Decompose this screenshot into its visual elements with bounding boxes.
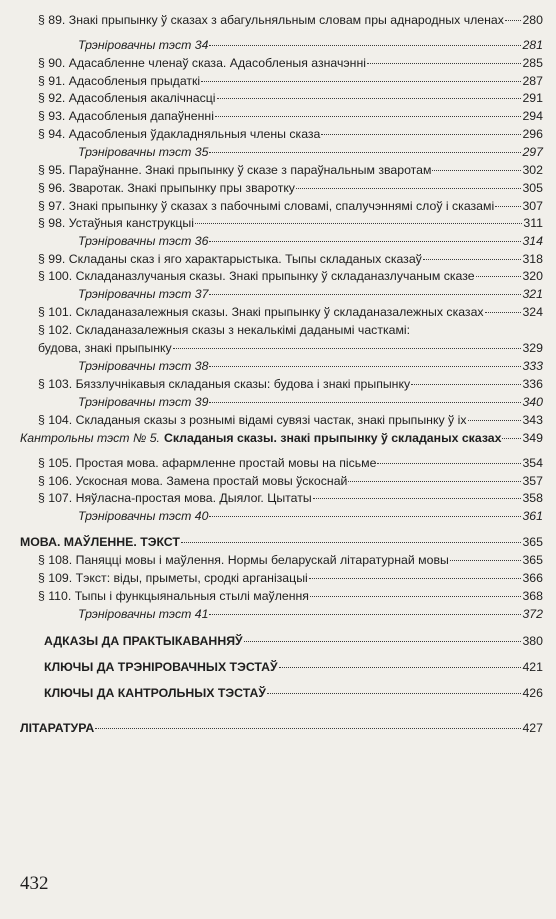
entry-title: § 89. Знакі прыпынку ў сказах з абагульняльным словам пры аднародных членах	[38, 13, 504, 27]
dot-leader	[505, 20, 522, 21]
entry-title: § 103. Бяззлучнікавыя складаныя сказы: будова і знакі прыпынку	[38, 377, 411, 391]
toc-test-38	[78, 359, 543, 374]
entry-title: Трэніровачны тэст 36	[78, 234, 209, 248]
entry-page: 426	[522, 686, 543, 700]
toc-test-40	[78, 509, 543, 524]
entry-page: 314	[522, 234, 543, 248]
entry-page: 280	[522, 13, 543, 27]
dot-leader	[476, 276, 522, 277]
entry-title: § 110. Тыпы і функцыянальныя стылі маўлення	[38, 589, 309, 603]
entry-page: 354	[522, 456, 543, 470]
toc-entry-106	[38, 474, 543, 489]
dot-leader	[244, 641, 522, 642]
toc-entry-109	[38, 571, 543, 586]
entry-title: § 108. Паняцці мовы і маўлення. Нормы беларускай літаратурнай мовы	[38, 553, 449, 567]
entry-title: § 107. Няўласна-простая мова. Дыялог. Цытаты	[38, 491, 312, 505]
dot-leader	[209, 45, 521, 46]
toc-test-39	[78, 395, 543, 410]
entry-page: 311	[523, 216, 543, 230]
entry-title: Трэніровачны тэст 40	[78, 509, 209, 523]
dot-leader	[209, 402, 521, 403]
toc-keys-control-tests	[44, 686, 543, 701]
entry-page: 372	[522, 607, 543, 621]
dot-leader	[209, 516, 521, 517]
toc-entry-105	[38, 456, 543, 471]
entry-page: 343	[522, 413, 543, 427]
entry-page: 302	[522, 163, 543, 177]
entry-page: 297	[522, 145, 543, 159]
toc-entry-90	[38, 56, 543, 71]
entry-title: Трэніровачны тэст 37	[78, 287, 209, 301]
toc-entry-95	[38, 163, 543, 178]
toc-entry-102	[38, 341, 543, 356]
dot-leader	[313, 498, 522, 499]
entry-page: 296	[522, 127, 543, 141]
entry-page: 368	[522, 589, 543, 603]
dot-leader	[348, 481, 521, 482]
toc-control-test-5	[20, 431, 543, 446]
entry-page: 294	[522, 109, 543, 123]
toc-answers-exercises	[44, 634, 543, 649]
toc-entry-92	[38, 91, 543, 106]
toc-section-mova	[20, 535, 543, 550]
dot-leader	[173, 348, 522, 349]
entry-title: § 95. Параўнанне. Знакі прыпынку ў сказе з параўнальным зваротам	[38, 163, 432, 177]
dot-leader	[502, 438, 521, 439]
section-title: КЛЮЧЫ ДА ТРЭНІРОВАЧНЫХ ТЭСТАЎ	[44, 660, 278, 674]
section-title: КЛЮЧЫ ДА КАНТРОЛЬНЫХ ТЭСТАЎ	[44, 686, 266, 700]
page-number: 432	[20, 873, 49, 894]
toc-keys-training-tests	[44, 660, 543, 675]
entry-page: 307	[522, 199, 543, 213]
dot-leader	[195, 223, 522, 224]
dot-leader	[321, 134, 521, 135]
entry-page: 361	[522, 509, 543, 523]
entry-page: 324	[522, 305, 543, 319]
section-title: МОВА. МАЎЛЕННЕ. ТЭКСТ	[20, 535, 180, 549]
dot-leader	[209, 152, 521, 153]
entry-title: § 91. Адасобленыя прыдаткі	[38, 74, 201, 88]
entry-title: Трэніровачны тэст 41	[78, 607, 209, 621]
entry-page: 329	[522, 341, 543, 355]
entry-page: 305	[522, 181, 543, 195]
entry-title: § 90. Адасабленне членаў сказа. Адасобленыя азначэнні	[38, 56, 366, 70]
toc-entry-91	[38, 74, 543, 89]
dot-leader	[296, 188, 522, 189]
toc-entry-104	[38, 413, 543, 428]
entry-title: § 97. Знакі прыпынку ў сказах з пабочнымі словамі, спалучэннямі слоў і сказамі	[38, 199, 495, 213]
entry-title: § 94. Адасобленыя ўдакладняльныя члены сказа	[38, 127, 321, 141]
dot-leader	[181, 542, 522, 543]
entry-page: 340	[522, 395, 543, 409]
dot-leader	[279, 667, 522, 668]
toc-test-41	[78, 607, 543, 622]
dot-leader	[432, 170, 521, 171]
entry-title: § 96. Зваротак. Знакі прыпынку пры звароткy	[38, 181, 295, 195]
entry-page: 427	[522, 721, 543, 735]
dot-leader	[423, 259, 522, 260]
entry-page: 357	[522, 474, 543, 488]
entry-page: 333	[522, 359, 543, 373]
entry-page: 365	[522, 535, 543, 549]
entry-page: 421	[522, 660, 543, 674]
toc-entry-93	[38, 109, 543, 124]
entry-title: § 104. Складаныя сказы з рознымі відамі сувязі частак, знакі прыпынку ў іх	[38, 413, 467, 427]
entry-title: § 99. Складаны сказ і яго характарыстыка. Тыпы складаных сказаў	[38, 252, 422, 266]
entry-title: будова, знакі прыпынку	[38, 341, 172, 355]
dot-leader	[209, 241, 521, 242]
toc-entry-94	[38, 127, 543, 142]
entry-page: 349	[522, 431, 543, 445]
entry-title: § 109. Тэкст: віды, прыметы, сродкі арганізацыі	[38, 571, 308, 585]
toc-entry-98	[38, 216, 543, 231]
dot-leader	[209, 294, 521, 295]
dot-leader	[450, 560, 522, 561]
toc-entry-100	[38, 269, 543, 284]
entry-title: § 106. Ускосная мова. Замена простай мовы ўскоснай	[38, 474, 348, 488]
entry-title: Трэніровачны тэст 39	[78, 395, 209, 409]
dot-leader	[267, 693, 521, 694]
dot-leader	[201, 81, 521, 82]
dot-leader	[411, 384, 521, 385]
dot-leader	[468, 420, 522, 421]
dot-leader	[377, 463, 521, 464]
dot-leader	[309, 578, 522, 579]
entry-prefix: Кантрольны тэст № 5.	[20, 431, 160, 445]
dot-leader	[495, 206, 521, 207]
entry-page: 365	[522, 553, 543, 567]
dot-leader	[485, 312, 522, 313]
toc-entry-89	[38, 13, 543, 28]
entry-page: 318	[522, 252, 543, 266]
entry-title: § 105. Простая мова. афармленне простай мовы на пісьме	[38, 456, 377, 470]
entry-page: 321	[522, 287, 543, 301]
toc-entry-99	[38, 252, 543, 267]
toc-entry-103	[38, 377, 543, 392]
dot-leader	[95, 728, 521, 729]
entry-page: 287	[522, 74, 543, 88]
toc-test-34	[78, 38, 543, 53]
section-title: ЛІТАРАТУРА	[20, 721, 95, 735]
entry-page: 336	[522, 377, 543, 391]
toc-entry-96	[38, 181, 543, 196]
entry-title: § 92. Адасобленыя акалічнасці	[38, 91, 216, 105]
entry-page: 291	[522, 91, 543, 105]
toc-test-37	[78, 287, 543, 302]
entry-page: 281	[522, 38, 543, 52]
dot-leader	[310, 596, 522, 597]
section-title: АДКАЗЫ ДА ПРАКТЫКАВАННЯЎ	[44, 634, 243, 648]
entry-title: Трэніровачны тэст 38	[78, 359, 209, 373]
dot-leader	[215, 116, 522, 117]
entry-title: Трэніровачны тэст 35	[78, 145, 209, 159]
entry-page: 285	[522, 56, 543, 70]
toc-entry-108	[38, 553, 543, 568]
toc-literature	[20, 721, 543, 736]
entry-page: 320	[522, 269, 543, 283]
dot-leader	[209, 614, 521, 615]
toc-entry-97	[38, 199, 543, 214]
dot-leader	[217, 98, 522, 99]
toc-entry-107	[38, 491, 543, 506]
entry-page: 380	[522, 634, 543, 648]
entry-title: § 98. Устаўныя канструкцыі	[38, 216, 194, 230]
dot-leader	[367, 63, 521, 64]
toc-entry-101	[38, 305, 543, 320]
toc-entry-110	[38, 589, 543, 604]
toc-test-36	[78, 234, 543, 249]
toc-test-35	[78, 145, 543, 160]
entry-title: Складаныя сказы. знакі прыпынку ў складаных сказах	[163, 431, 502, 445]
entry-title: § 93. Адасобленыя дапаўненні	[38, 109, 214, 123]
entry-page: 366	[522, 571, 543, 585]
entry-page: 358	[522, 491, 543, 505]
entry-title: Трэніровачны тэст 34	[78, 38, 209, 52]
entry-title: § 100. Складаназлучаныя сказы. Знакі прыпынку ў складаназлучаным сказе	[38, 269, 475, 283]
entry-title: § 101. Складаназалежныя сказы. Знакі прыпынку ў складаназалежных сказах	[38, 305, 484, 319]
toc-entry-102-first-line: § 102. Складаназалежныя сказы з некалькімі даданымі часткамі:	[38, 323, 411, 337]
dot-leader	[209, 366, 521, 367]
